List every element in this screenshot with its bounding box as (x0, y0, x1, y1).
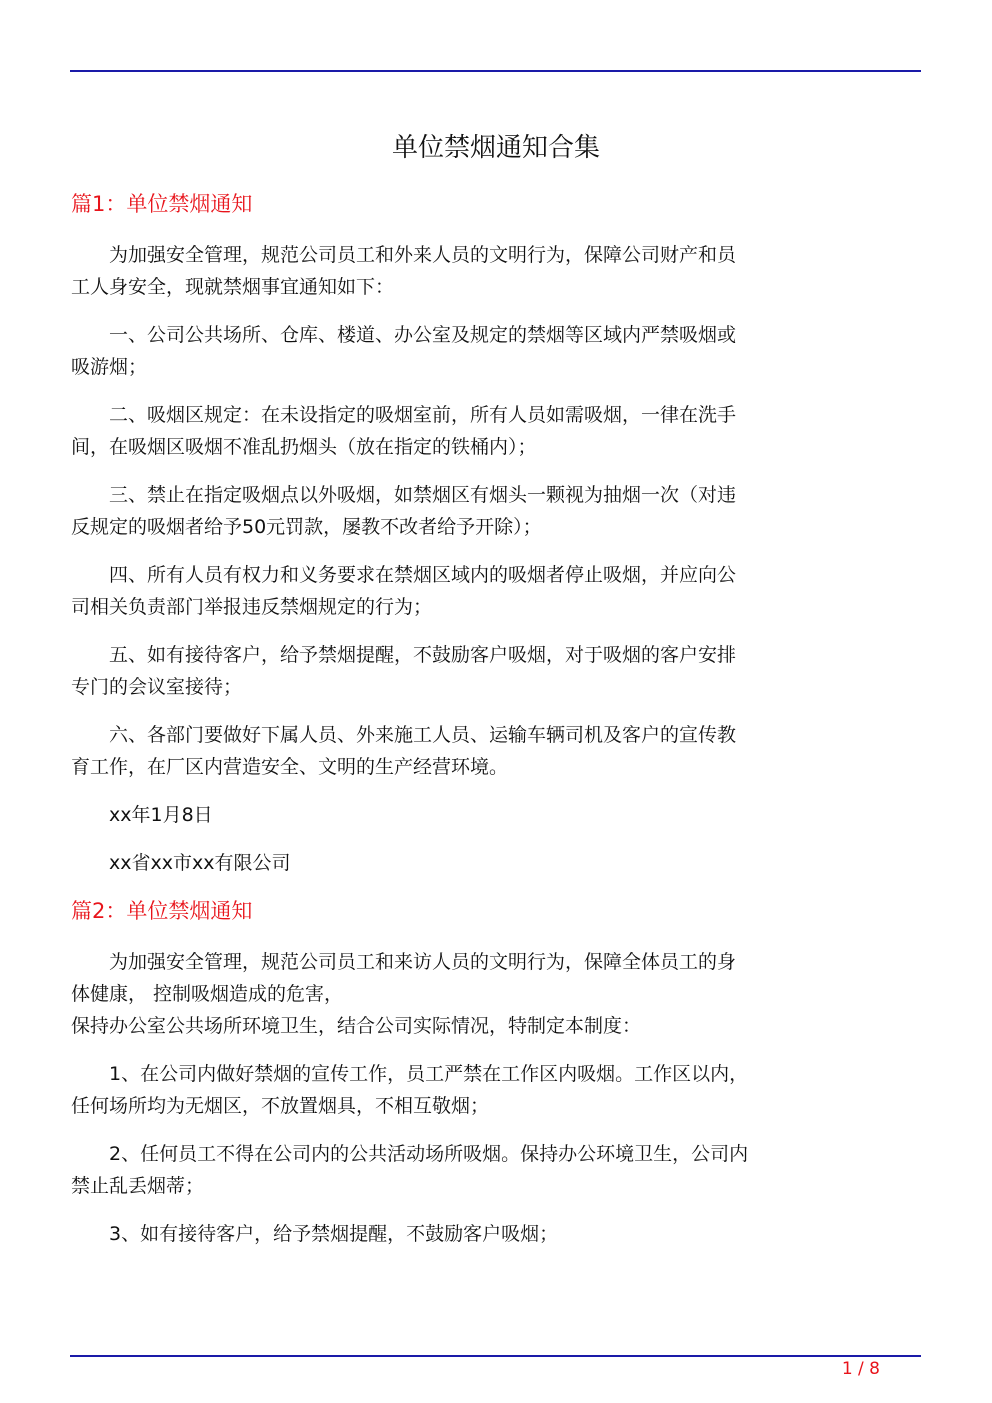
text-line: xx年1月8日 (109, 804, 213, 826)
text-line: 四、所有人员有权力和义务要求在禁烟区域内的吸烟者停止吸烟，并应向公 (109, 564, 737, 586)
section-heading: 篇1：单位禁烟通知 (71, 192, 253, 216)
text-line: 专门的会议室接待； (71, 676, 243, 698)
text-line: 司相关负责部门举报违反禁烟规定的行为； (71, 596, 433, 618)
text-line: 三、禁止在指定吸烟点以外吸烟，如禁烟区有烟头一颗视为抽烟一次（对违 (109, 484, 737, 506)
paragraph (71, 847, 791, 879)
text-line: 保持办公室公共场所环境卫生，结合公司实际情况，特制定本制度： (71, 1015, 642, 1037)
paragraph (71, 559, 791, 623)
text-line: 吸游烟； (71, 356, 148, 378)
paragraph (71, 1058, 791, 1122)
paragraph (71, 639, 791, 703)
paragraph (71, 946, 791, 1042)
paragraph (71, 1218, 791, 1250)
document-body (71, 188, 791, 1266)
paragraph (71, 399, 791, 463)
text-line: 一、公司公共场所、仓库、楼道、办公室及规定的禁烟等区域内严禁吸烟或 (109, 324, 737, 346)
text-line: 禁止乱丢烟蒂； (71, 1175, 205, 1197)
text-line: 为加强安全管理，规范公司员工和来访人员的文明行为，保障全体员工的身 (109, 951, 737, 973)
text-line: 反规定的吸烟者给予50元罚款，屡教不改者给予开除）； (71, 516, 542, 538)
text-line: 为加强安全管理，规范公司员工和外来人员的文明行为，保障公司财产和员 (109, 244, 737, 266)
paragraph (71, 1138, 791, 1202)
header-rule (70, 70, 921, 72)
page-number: 1 / 8 (841, 1359, 880, 1379)
text-line: 1、在公司内做好禁烟的宣传工作，员工严禁在工作区内吸烟。工作区以内， (109, 1063, 749, 1085)
text-line: 任何场所均为无烟区，不放置烟具，不相互敬烟； (71, 1095, 490, 1117)
text-line: 育工作，在厂区内营造安全、文明的生产经营环境。 (71, 756, 509, 778)
text-line: 体健康， 控制吸烟造成的危害， (71, 983, 344, 1005)
text-line: 间，在吸烟区吸烟不准乱扔烟头（放在指定的铁桶内）； (71, 436, 537, 458)
footer-rule (70, 1355, 921, 1357)
text-line: 工人身安全，现就禁烟事宜通知如下： (71, 276, 395, 298)
paragraph (71, 479, 791, 543)
text-line: 二、吸烟区规定：在未设指定的吸烟室前，所有人员如需吸烟，一律在洗手 (109, 404, 737, 426)
text-line: 五、如有接待客户，给予禁烟提醒，不鼓励客户吸烟，对于吸烟的客户安排 (109, 644, 737, 666)
paragraph (71, 239, 791, 303)
paragraph (71, 799, 791, 831)
document-title: 单位禁烟通知合集 (391, 133, 600, 163)
paragraph (71, 719, 791, 783)
text-line: 2、任何员工不得在公司内的公共活动场所吸烟。保持办公环境卫生，公司内 (109, 1143, 749, 1165)
paragraph (71, 319, 791, 383)
text-line: 六、各部门要做好下属人员、外来施工人员、运输车辆司机及客户的宣传教 (109, 724, 737, 746)
section-heading: 篇2：单位禁烟通知 (71, 899, 253, 923)
text-line: 3、如有接待客户，给予禁烟提醒，不鼓励客户吸烟； (109, 1223, 559, 1245)
text-line: xx省xx市xx有限公司 (109, 852, 291, 874)
